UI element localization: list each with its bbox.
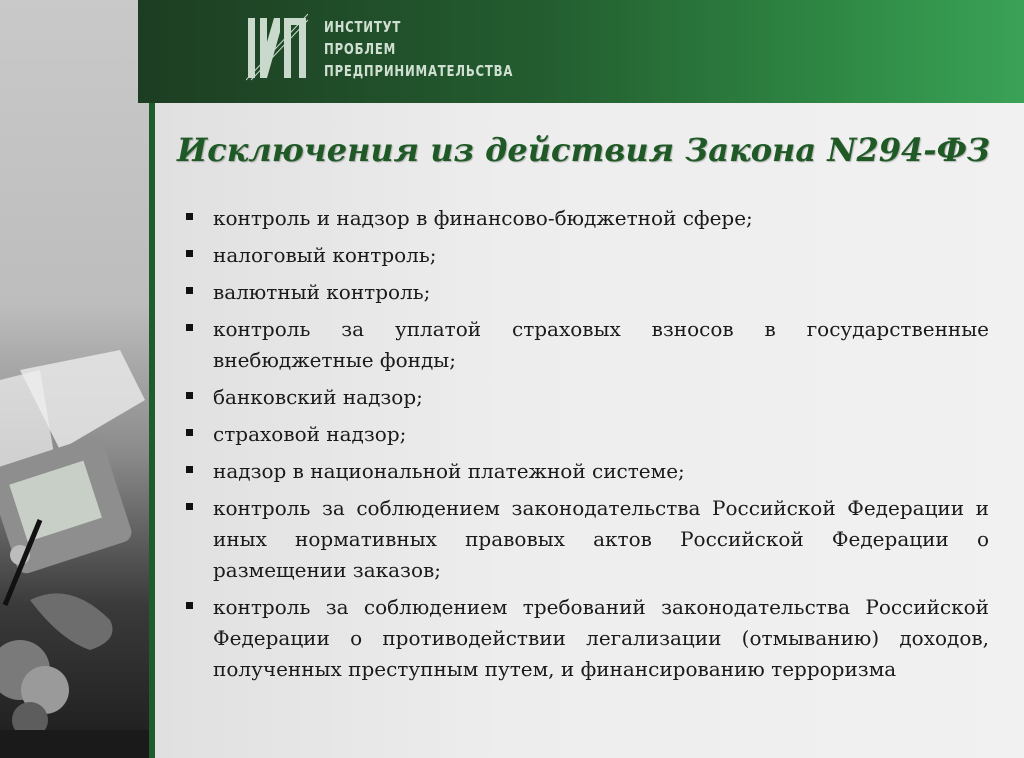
square-bullet-icon	[186, 602, 193, 609]
square-bullet-icon	[186, 324, 193, 331]
office-items-photo	[0, 340, 150, 758]
bullet-item	[183, 314, 989, 376]
bullet-text: надзор в национальной платежной системе;	[213, 459, 685, 483]
logo-line-1: ИНСТИТУТ	[324, 18, 402, 36]
logo-line-2: ПРОБЛЕМ	[324, 40, 397, 58]
bullet-item	[183, 456, 989, 487]
bullet-text: контроль и надзор в финансово-бюджетной сфере;	[213, 206, 753, 230]
ipp-logo-icon	[246, 12, 308, 82]
header-banner	[138, 0, 1024, 103]
bullet-text: валютный контроль;	[213, 280, 431, 304]
bullet-item	[183, 240, 989, 271]
bullet-text: страховой надзор;	[213, 422, 407, 446]
slide-content	[149, 103, 1024, 758]
bullet-text: контроль за уплатой страховых взносов в государственные внебюджетные фонды;	[213, 317, 989, 372]
square-bullet-icon	[186, 287, 193, 294]
square-bullet-icon	[186, 392, 193, 399]
bullet-item	[183, 203, 989, 234]
square-bullet-icon	[186, 503, 193, 510]
bullet-text: банковский надзор;	[213, 385, 423, 409]
slide-title: Исключения из действия Закона N294-ФЗ	[177, 131, 990, 169]
bullet-item	[183, 419, 989, 450]
bullet-item	[183, 382, 989, 413]
bullet-item	[183, 277, 989, 308]
logo-line-3: ПРЕДПРИНИМАТЕЛЬСТВА	[324, 62, 514, 80]
square-bullet-icon	[186, 429, 193, 436]
square-bullet-icon	[186, 250, 193, 257]
left-decorative-panel	[0, 0, 150, 758]
square-bullet-icon	[186, 213, 193, 220]
bullet-text: контроль за соблюдением требований законодательства Российской Федерации о противодействии легализации (отмыванию) доходов, полученных преступным путем, и финансированию терроризма	[213, 595, 989, 681]
bullet-list	[183, 203, 989, 691]
logo-text	[324, 16, 513, 82]
bullet-item	[183, 592, 989, 685]
bullet-text: контроль за соблюдением законодательства Российской Федерации и иных нормативных правовых актов Российской Федерации о размещении заказов;	[213, 496, 989, 582]
square-bullet-icon	[186, 466, 193, 473]
bullet-item	[183, 493, 989, 586]
bullet-text: налоговый контроль;	[213, 243, 437, 267]
